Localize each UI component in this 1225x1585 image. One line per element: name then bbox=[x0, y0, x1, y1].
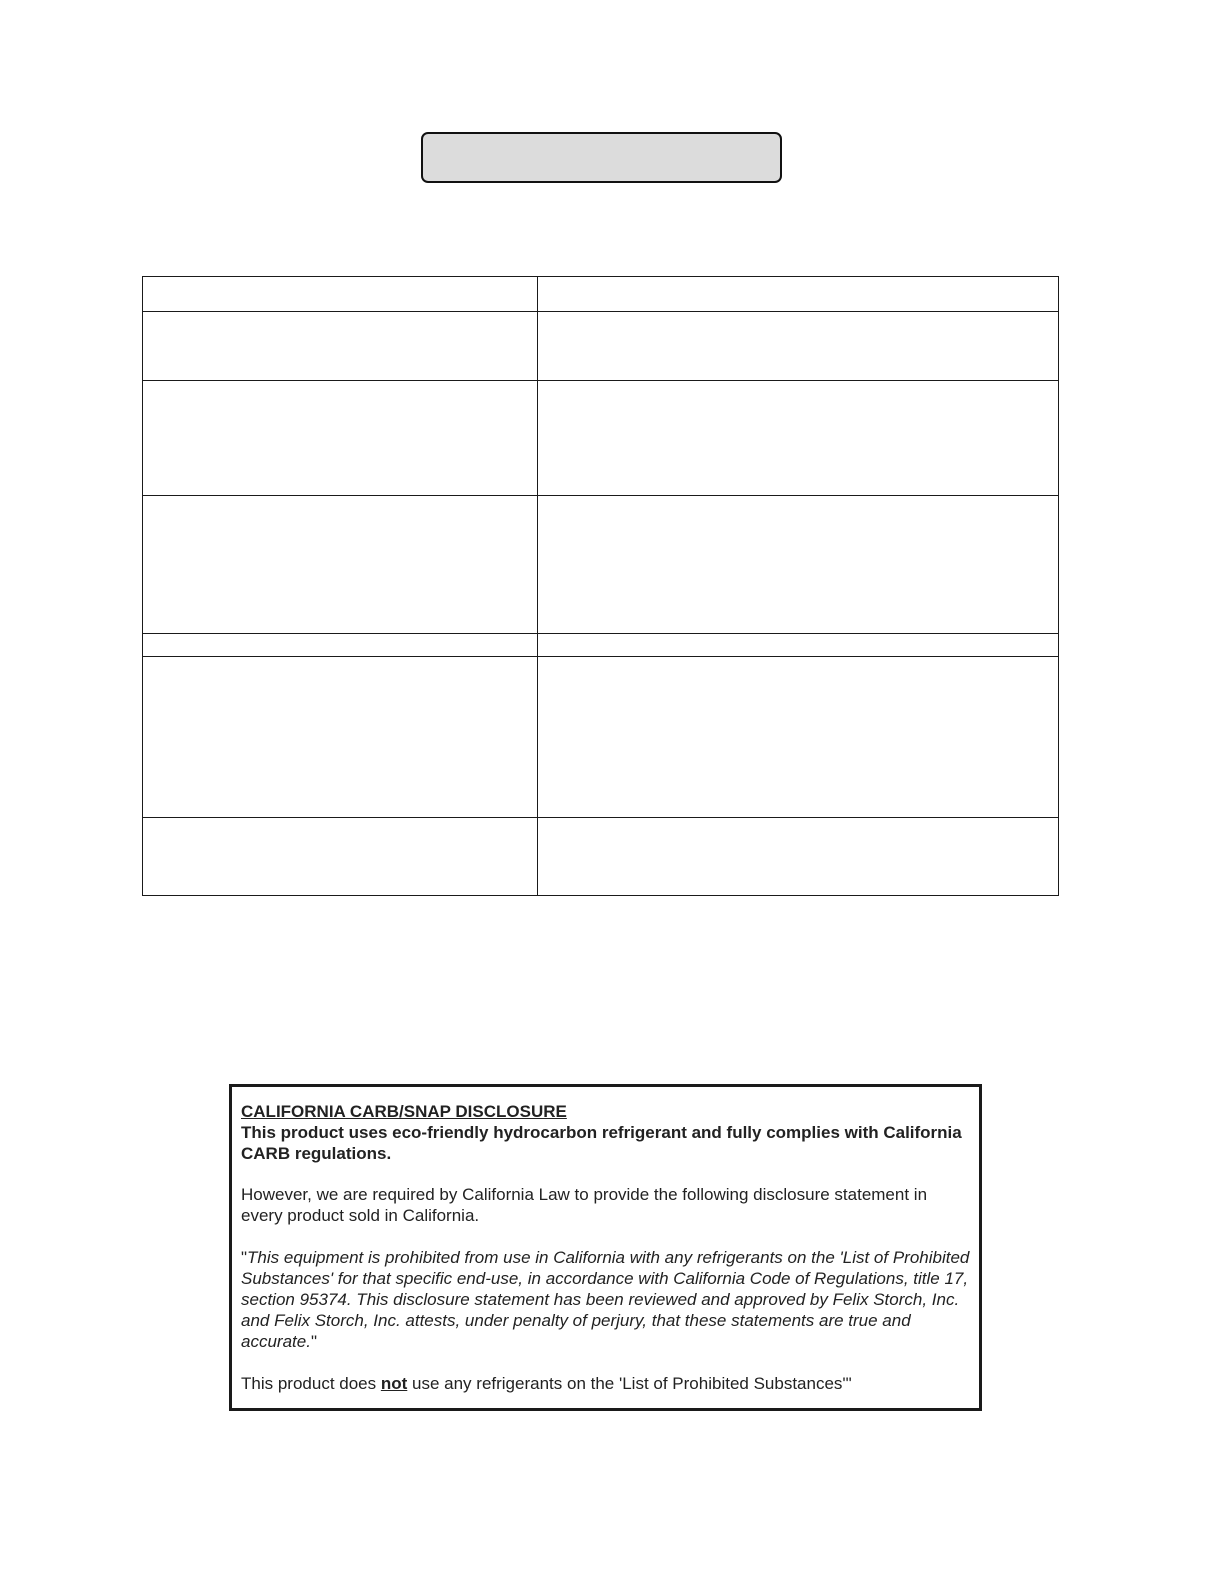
disclosure-requirement-paragraph: However, we are required by California Law to provide the following disclosure statement in every product sold in California. bbox=[241, 1185, 928, 1225]
table-row bbox=[143, 634, 1059, 657]
table-row bbox=[143, 312, 1059, 381]
table-row bbox=[143, 657, 1059, 818]
spec-table bbox=[142, 276, 1059, 896]
row-label bbox=[143, 381, 538, 496]
table-row bbox=[143, 496, 1059, 634]
row-value bbox=[538, 818, 1059, 896]
row-label bbox=[143, 818, 538, 896]
row-value bbox=[538, 657, 1059, 818]
table-row bbox=[143, 381, 1059, 496]
row-value bbox=[538, 381, 1059, 496]
disclosure-heading: CALIFORNIA CARB/SNAP DISCLOSURE bbox=[241, 1102, 567, 1121]
table-row bbox=[143, 277, 1059, 312]
quote-text: This equipment is prohibited from use in California with any refrigerants on the 'List of Prohibited Substances' for that specific end-use, in accordance with California Code of Regulations, title 17, section 95374. This disclosure statement has been reviewed and approved by Felix Storch, Inc. and Felix Storch, Inc. attests, under penalty of perjury, that these statements are true and accurate. bbox=[241, 1248, 970, 1351]
final-text-start: This product does bbox=[241, 1374, 381, 1393]
row-value bbox=[538, 277, 1059, 312]
table-row bbox=[143, 818, 1059, 896]
disclosure-final-statement bbox=[241, 1373, 970, 1394]
row-label bbox=[143, 657, 538, 818]
carb-disclosure-box bbox=[229, 1084, 982, 1411]
row-value bbox=[538, 312, 1059, 381]
row-label bbox=[143, 312, 538, 381]
quote-close-mark: " bbox=[310, 1332, 317, 1351]
quote-open-mark: " bbox=[241, 1248, 248, 1267]
row-value bbox=[538, 634, 1059, 657]
final-emphasis-word: not bbox=[380, 1374, 408, 1393]
disclosure-compliance-statement: This product uses eco-friendly hydrocarbon refrigerant and fully complies with California CARB regulations. bbox=[241, 1123, 962, 1163]
final-text-end: use any refrigerants on the 'List of Prohibited Substances'" bbox=[407, 1374, 852, 1393]
disclosure-legal-quote bbox=[241, 1247, 970, 1352]
row-value bbox=[538, 496, 1059, 634]
row-label bbox=[143, 277, 538, 312]
row-label bbox=[143, 496, 538, 634]
title-box bbox=[421, 132, 782, 183]
row-label bbox=[143, 634, 538, 657]
